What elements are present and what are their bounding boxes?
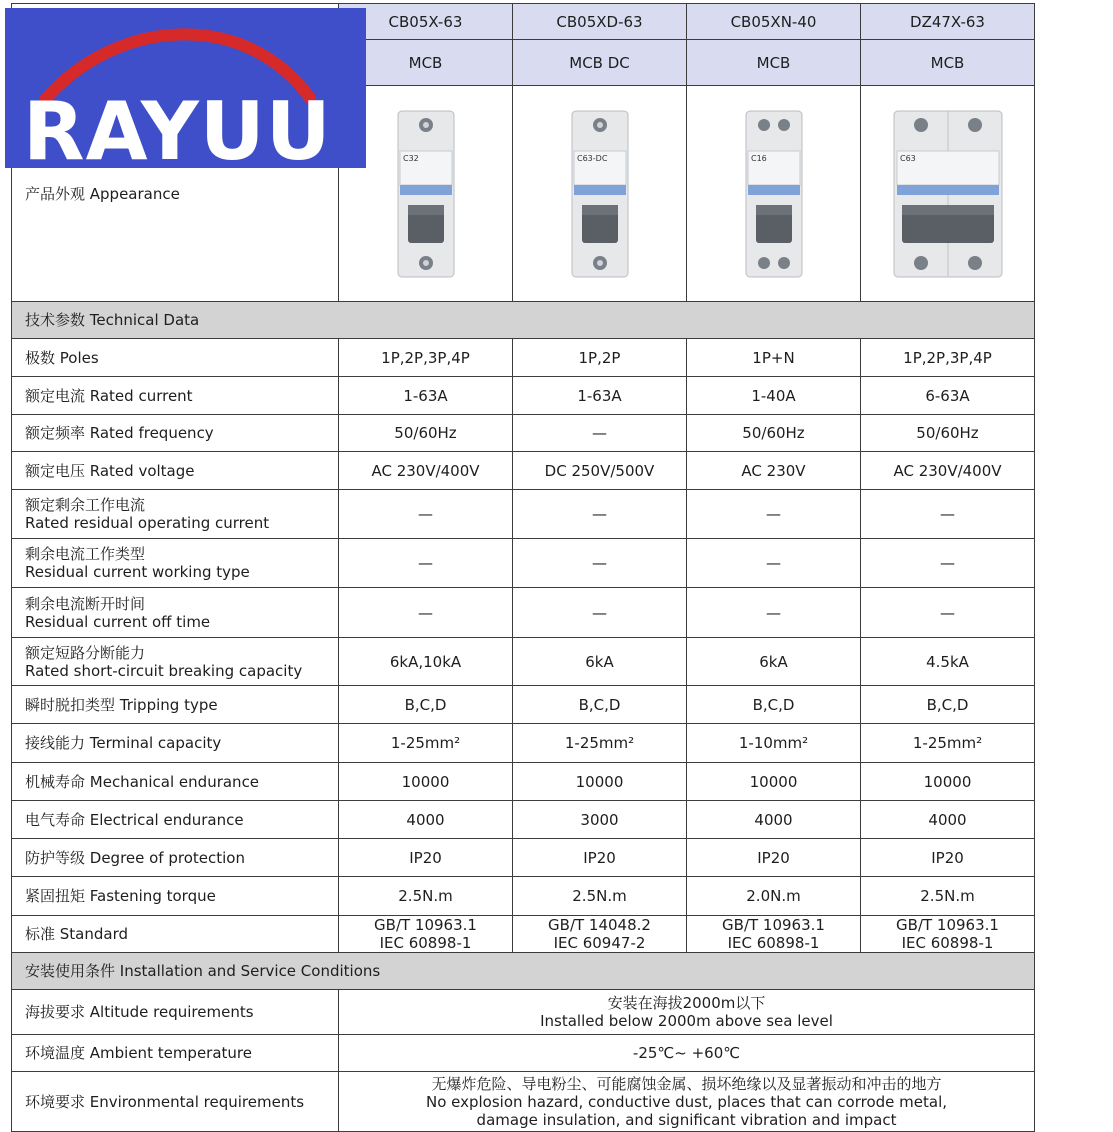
spec-row [12, 990, 1035, 1035]
spec-label-en: Residual current working type [25, 563, 250, 581]
section-title: 安装使用条件 Installation and Service Conditions [12, 953, 1035, 990]
model-name: CB05XD-63 [513, 4, 687, 40]
standard-line: IEC 60898-1 [901, 934, 994, 952]
spec-value: B,C,D [861, 686, 1035, 724]
standard-line: GB/T 10963.1 [722, 916, 825, 934]
spec-row [12, 1072, 1035, 1132]
spec-value: 50/60Hz [861, 415, 1035, 452]
spec-label: 环境要求 Environmental requirements [12, 1072, 339, 1132]
altitude-en: Installed below 2000m above sea level [540, 1012, 833, 1030]
standard-line: GB/T 10963.1 [374, 916, 477, 934]
spec-label: 环境温度 Ambient temperature [12, 1035, 339, 1072]
standard-value [513, 916, 687, 953]
svg-text:C63-DC: C63-DC [576, 153, 607, 163]
spec-value: 1-10mm² [687, 724, 861, 763]
spec-value: — [687, 588, 861, 638]
spec-label-cn: 额定剩余工作电流 [25, 496, 146, 514]
spec-label-en: Residual current off time [25, 612, 211, 631]
spec-value: 6kA,10kA [339, 638, 513, 686]
altitude-cn: 安装在海拔2000m以下 [607, 994, 766, 1012]
spec-value: IP20 [687, 839, 861, 877]
standard-value [861, 916, 1035, 953]
spec-row [12, 339, 1035, 377]
spec-row [12, 377, 1035, 415]
standard-line: GB/T 14048.2 [548, 916, 651, 934]
spec-label: 瞬时脱扣类型 Tripping type [12, 686, 339, 724]
spec-value: 3000 [513, 801, 687, 839]
spec-label-en: Rated residual operating current [25, 514, 270, 532]
standard-line: IEC 60898-1 [727, 934, 820, 952]
svg-text:C32: C32 [402, 153, 419, 163]
spec-label [12, 588, 339, 638]
brand-logo [5, 8, 366, 168]
spec-value [339, 990, 1035, 1035]
spec-label [12, 539, 339, 588]
standard-value [687, 916, 861, 953]
breaker-dc-image [560, 109, 640, 279]
spec-value: — [687, 490, 861, 539]
spec-row [12, 724, 1035, 763]
spec-value: 1-25mm² [861, 724, 1035, 763]
spec-value: 2.5N.m [861, 877, 1035, 916]
spec-value: 1-63A [513, 377, 687, 415]
section-row [12, 302, 1035, 339]
model-type: MCB [339, 40, 513, 86]
spec-value: AC 230V/400V [339, 452, 513, 490]
breaker-1p-image [386, 109, 466, 279]
standard-value [339, 916, 513, 953]
spec-value: — [339, 588, 513, 638]
spec-value: 1P,2P,3P,4P [861, 339, 1035, 377]
model-name: DZ47X-63 [861, 4, 1035, 40]
section-row [12, 953, 1035, 990]
environment-en-1: No explosion hazard, conductive dust, places that can corrode metal, [425, 1092, 947, 1111]
environment-en-2: damage insulation, and significant vibration and impact [476, 1110, 897, 1129]
environment-cn: 无爆炸危险、导电粉尘、可能腐蚀金属、损坏绝缘以及显著振动和冲击的地方 [431, 1074, 942, 1093]
spec-value: 1P,2P [513, 339, 687, 377]
spec-label-cn: 剩余电流断开时间 [25, 594, 146, 613]
spec-value: — [513, 588, 687, 638]
breaker-1pn-image [734, 109, 814, 279]
spec-value: — [687, 539, 861, 588]
spec-value: 10000 [861, 763, 1035, 801]
spec-value: 6kA [687, 638, 861, 686]
spec-value: B,C,D [513, 686, 687, 724]
spec-value: 1-25mm² [513, 724, 687, 763]
spec-label: 电气寿命 Electrical endurance [12, 801, 339, 839]
spec-label: 额定电压 Rated voltage [12, 452, 339, 490]
spec-row [12, 490, 1035, 539]
standard-line: GB/T 10963.1 [896, 916, 999, 934]
spec-value: 6kA [513, 638, 687, 686]
product-image-cell [861, 86, 1035, 302]
spec-label [12, 638, 339, 686]
spec-label-en: Rated short-circuit breaking capacity [25, 661, 303, 680]
svg-text:C16: C16 [750, 153, 767, 163]
spec-value: — [861, 539, 1035, 588]
spec-label: 海拔要求 Altitude requirements [12, 990, 339, 1035]
spec-row [12, 1035, 1035, 1072]
spec-row [12, 801, 1035, 839]
spec-value: 1-25mm² [339, 724, 513, 763]
spec-row [12, 539, 1035, 588]
model-type: MCB DC [513, 40, 687, 86]
spec-table [11, 3, 1035, 1132]
spec-value: — [339, 490, 513, 539]
spec-value: — [513, 415, 687, 452]
spec-value: — [339, 539, 513, 588]
spec-value: 4000 [339, 801, 513, 839]
standard-line: IEC 60947-2 [553, 934, 646, 952]
spec-label: 防护等级 Degree of protection [12, 839, 339, 877]
spec-value: — [513, 490, 687, 539]
spec-row [12, 916, 1035, 953]
product-image-cell [687, 86, 861, 302]
spec-label-cn: 额定短路分断能力 [25, 643, 146, 662]
spec-value: — [513, 539, 687, 588]
spec-value: DC 250V/500V [513, 452, 687, 490]
spec-value: 1-40A [687, 377, 861, 415]
model-type: MCB [687, 40, 861, 86]
model-name: CB05X-63 [339, 4, 513, 40]
spec-row [12, 839, 1035, 877]
spec-value: 2.0N.m [687, 877, 861, 916]
spec-label: 标准 Standard [12, 916, 339, 953]
spec-value: 10000 [513, 763, 687, 801]
product-image-cell [513, 86, 687, 302]
spec-value: 2.5N.m [513, 877, 687, 916]
spec-row [12, 686, 1035, 724]
svg-text:C63: C63 [899, 153, 916, 163]
spec-row [12, 415, 1035, 452]
spec-value: — [861, 490, 1035, 539]
spec-value [339, 1072, 1035, 1132]
breaker-2p-image [888, 109, 1008, 279]
spec-label: 额定电流 Rated current [12, 377, 339, 415]
spec-row [12, 588, 1035, 638]
model-type: MCB [861, 40, 1035, 86]
standard-line: IEC 60898-1 [379, 934, 472, 952]
spec-value: 2.5N.m [339, 877, 513, 916]
spec-label: 极数 Poles [12, 339, 339, 377]
spec-value: 1-63A [339, 377, 513, 415]
spec-value: 1P+N [687, 339, 861, 377]
spec-label: 紧固扭矩 Fastening torque [12, 877, 339, 916]
spec-label [12, 490, 339, 539]
section-title: 技术参数 Technical Data [12, 302, 1035, 339]
spec-value: 10000 [687, 763, 861, 801]
spec-value: IP20 [339, 839, 513, 877]
spec-value: 4000 [687, 801, 861, 839]
spec-value: IP20 [861, 839, 1035, 877]
spec-row [12, 452, 1035, 490]
logo-wordmark: RAYUU [23, 85, 332, 168]
spec-value: 6-63A [861, 377, 1035, 415]
spec-value: B,C,D [339, 686, 513, 724]
spec-row [12, 763, 1035, 801]
spec-value: AC 230V/400V [861, 452, 1035, 490]
spec-label-cn: 剩余电流工作类型 [25, 545, 146, 563]
spec-value: IP20 [513, 839, 687, 877]
spec-value: 50/60Hz [339, 415, 513, 452]
spec-value: B,C,D [687, 686, 861, 724]
spec-value: 1P,2P,3P,4P [339, 339, 513, 377]
spec-row [12, 877, 1035, 916]
spec-row [12, 638, 1035, 686]
spec-label: 机械寿命 Mechanical endurance [12, 763, 339, 801]
spec-value: -25℃~ +60℃ [339, 1035, 1035, 1072]
spec-value: 4.5kA [861, 638, 1035, 686]
spec-value: 4000 [861, 801, 1035, 839]
appearance-label: 产品外观 Appearance [12, 86, 339, 302]
spec-value: 10000 [339, 763, 513, 801]
spec-value: — [861, 588, 1035, 638]
spec-label: 接线能力 Terminal capacity [12, 724, 339, 763]
spec-label: 额定频率 Rated frequency [12, 415, 339, 452]
spec-value: 50/60Hz [687, 415, 861, 452]
model-name: CB05XN-40 [687, 4, 861, 40]
spec-value: AC 230V [687, 452, 861, 490]
